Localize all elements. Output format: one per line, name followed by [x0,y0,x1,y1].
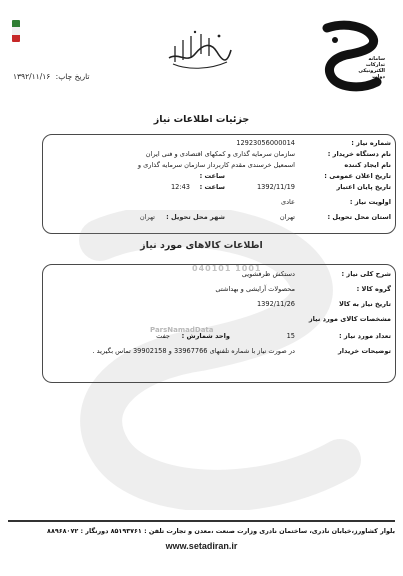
specs-label: مشخصات کالای مورد نیاز [308,315,391,323]
logo-caption-line: سامانه [368,56,385,62]
logo-caption-line: دولت [372,74,385,80]
announce-date-row [43,171,395,182]
deadline-time-label: ساعت : [199,183,225,191]
creator-value: اسمعیل خرسندی مقدم کاربرداز سازمان سرمایه گذاری و [137,161,295,169]
watermark-site-mark: ParsNamadData [150,326,214,334]
iran-flag-icon [12,20,20,42]
general-desc-label: شرح کلی نیاز : [341,270,391,278]
need-number-row [43,138,395,149]
logo-caption-line: الکترونیکی [358,68,385,74]
logo-caption [339,56,385,80]
buyer-notes-row [43,346,395,357]
group-row [43,284,395,295]
deadline-label: تاریخ پایان اعتبار [336,183,391,191]
need-date-label: تاریخ نیاز به کالا [339,300,391,308]
province-label: استان محل تحویل : [327,213,391,221]
general-desc-value: دستکش ظرفشویی [241,270,295,278]
general-desc-row [43,269,395,280]
unit-label: واحد شمارش : [181,332,230,340]
qty-value: 15 [286,332,295,340]
buyer-row [43,149,395,160]
creator-label: نام ایجاد کننده [344,161,391,169]
goods-section-title: اطلاعات کالاهای مورد نیاز [140,240,263,251]
deadline-date: 1392/11/19 [256,183,295,191]
specs-row [43,314,395,325]
need-number-label: شماره نیاز : [351,139,391,147]
buyer-notes-label: توضیحات خریدار [337,347,391,355]
qty-label: تعداد مورد نیاز : [338,332,391,340]
print-date-value: ۱۳۹۲/۱۱/۱۶ [13,72,51,81]
buyer-value: سازمان سرمایه گذاری و کمکهای اقتصادی و فنی ایران [145,150,295,158]
creator-row [43,160,395,171]
footer-website-link[interactable]: www.setadiran.ir [165,541,238,551]
province-value: تهران [279,213,295,221]
need-number-value: 12923056000014 [236,139,295,147]
deadline-time: 12:43 [170,183,190,191]
need-date-value: 1392/11/26 [256,300,295,308]
group-label: گروه کالا : [356,285,391,293]
group-value: محصولات آرایشی و بهداشتی [215,285,295,293]
announce-date-label: تاریخ اعلان عمومی : [324,172,391,180]
buyer-notes-value: در صورت نیاز با شماره تلفنهای 33967766 و 39902158 تماس بگیرید . [92,347,295,355]
watermark-numbers: 040101 1001 [192,264,262,273]
city-label: شهر محل تحویل : [166,213,225,221]
page-title: جزئیات اطلاعات نیاز [153,114,250,125]
footer-address: بلوار کشاورز،خیابان نادری، ساختمان نادری وزارت صنعت ،معدن و تجارت تلفن : ۸۵۱۹۳۷۶۱ دورنگار : ۸۸۹۶۸۰۷۲ [47,527,395,535]
unit-value: جفت [156,332,170,340]
deadline-row [43,182,395,193]
city-value: تهران [139,213,155,221]
priority-label: اولویت نیاز : [349,198,391,206]
quantity-row [43,331,395,342]
print-date [10,72,90,81]
announce-time-label: ساعت : [199,172,225,180]
goods-box [42,264,396,383]
priority-value: عادی [280,198,295,206]
need-date-row [43,299,395,310]
bismillah-calligraphy-icon [165,24,235,70]
logo-caption-line: تدارکات [365,62,385,68]
buyer-label: نام دستگاه خریدار : [327,150,391,158]
priority-row [43,197,395,208]
footer-divider [8,520,395,522]
print-date-label: تاریخ چاپ: [55,72,90,81]
